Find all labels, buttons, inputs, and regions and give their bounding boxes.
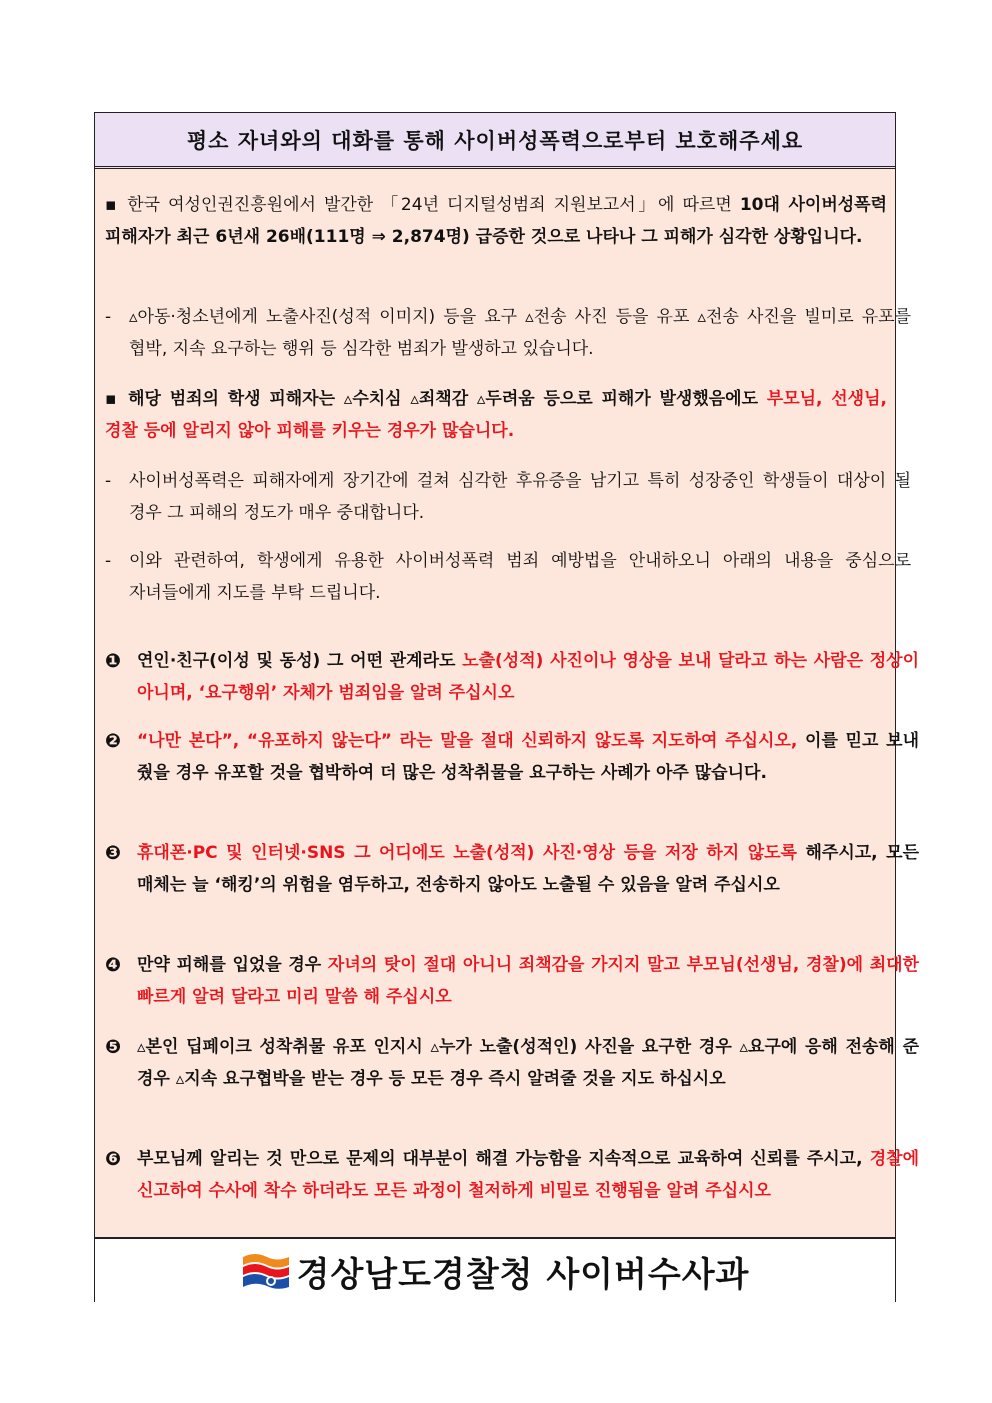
list-item-1: [105, 645, 919, 709]
dash-marker: -: [105, 307, 112, 327]
item-number: ❹: [105, 954, 122, 976]
dash-paragraph-3: [105, 545, 911, 609]
notice-body: [95, 169, 920, 1237]
dash-text-1: ▵아동·청소년에게 노출사진(성적 이미지) 등을 요구 ▵전송 사진 등을 유포 ▵전송 사진을 빌미로 유포를 협박, 지속 요구하는 행위 등 심각한 범죄가 발생하고 있습니다.: [129, 307, 911, 359]
page-title: 평소 자녀와의 대화를 통해 사이버성폭력으로부터 보호해주세요: [95, 113, 895, 169]
item-number: ❻: [105, 1148, 122, 1170]
dash-marker: -: [105, 551, 112, 571]
dash-paragraph-1: [105, 301, 911, 365]
dash-text-2: 사이버성폭력은 피해자에게 장기간에 걸쳐 심각한 후유증을 남기고 특히 성장중인 학생들이 대상이 될 경우 그 피해의 정도가 매우 중대합니다.: [129, 471, 911, 523]
notice-sheet: [94, 112, 920, 1302]
item-text: ▵본인 딥페이크 성착취물 유포 인지시 ▵누가 노출(성적인) 사진을 요구한 경우 ▵요구에 응해 전송해 준 경우 ▵지속 요구협박을 받는 경우 등 모든 경우 즉시 알려줄 것을 지도 하십시오: [137, 1037, 919, 1089]
dash-text-3: 이와 관련하여, 학생에게 유용한 사이버성폭력 범죄 예방법을 안내하오니 아래의 내용을 중심으로 자녀들에게 지도를 부탁 드립니다.: [129, 551, 911, 603]
item-number: ❸: [105, 842, 122, 864]
item-number: ❷: [105, 730, 122, 752]
list-item-2: [105, 725, 919, 789]
dash-paragraph-2: [105, 465, 911, 529]
item-highlight: 경찰에 신고하여 수사에 착수 하더라도 모든 과정이 철저하게 비밀로 진행됨을 알려 주십시오: [137, 1149, 919, 1201]
item-highlight: “나만 본다”, “유포하지 않는다” 라는 말을 절대 신뢰하지 않도록 지도하여 주십시오,: [137, 731, 798, 751]
footer-org-name: 경상남도경찰청 사이버수사과: [296, 1254, 750, 1295]
intro-highlight: 10대 사이버성폭력 피해자가 최근 6년새 26배(111명 ⇒ 2,874명) 급증한 것으로 나타나 그 피해가 심각한 상황입니다.: [105, 195, 888, 247]
list-item-4: [105, 949, 919, 1013]
list-item-5: [105, 1031, 919, 1095]
victim-paragraph: [105, 383, 887, 447]
item-highlight: 노출(성적) 사진이나 영상을 보내 달라고 하는 사람은 정상이 아니며, ‘요구행위’ 자체가 범죄임을 알려 주십시오: [137, 651, 919, 703]
victim-text: ▪ 해당 범죄의 학생 피해자는 ▵수치심 ▵죄책감 ▵두려움 등으로 피해가 발생했음에도: [105, 389, 767, 409]
footer: [95, 1237, 895, 1303]
item-text-tail: 이를 믿고 보내 줬을 경우 유포할 것을 협박하여 더 많은 성착취물을 요구하는 사례가 아주 많습니다.: [137, 731, 920, 783]
item-text: 부모님께 알리는 것 만으로 문제의 대부분이 해결 가능함을 지속적으로 교육하여 신뢰를 주시고,: [137, 1149, 870, 1169]
item-text: 연인·친구(이성 및 동성) 그 어떤 관계라도: [137, 651, 463, 671]
list-item-3: [105, 837, 919, 901]
item-text-tail: 해주시고, 모든 매체는 늘 ‘해킹’의 위험을 염두하고, 전송하지 않아도 노출될 수 있음을 알려 주십시오: [137, 843, 919, 895]
item-highlight: 자녀의 탓이 절대 아니니 죄책감을 가지지 말고 부모님(선생님, 경찰)에 최대한 빠르게 알려 달라고 미리 말씀 해 주십시오: [137, 955, 919, 1007]
victim-highlight: 부모님, 선생님, 경찰 등에 알리지 않아 피해를 키우는 경우가 많습니다.: [105, 389, 887, 441]
item-text: 만약 피해를 입었을 경우: [137, 955, 328, 975]
intro-text: ▪ 한국 여성인권진흥원에서 발간한 「24년 디지털성범죄 지원보고서」에 따르면: [105, 195, 740, 215]
dash-marker: -: [105, 471, 112, 491]
police-emblem-icon: [241, 1251, 291, 1291]
list-item-6: [105, 1143, 919, 1207]
item-highlight: 휴대폰·PC 및 인터넷·SNS 그 어디에도 노출(성적) 사진·영상 등을 저장 하지 않도록: [137, 843, 797, 863]
item-number: ❺: [105, 1036, 122, 1058]
item-number: ❶: [105, 650, 122, 672]
intro-paragraph: [105, 189, 887, 253]
